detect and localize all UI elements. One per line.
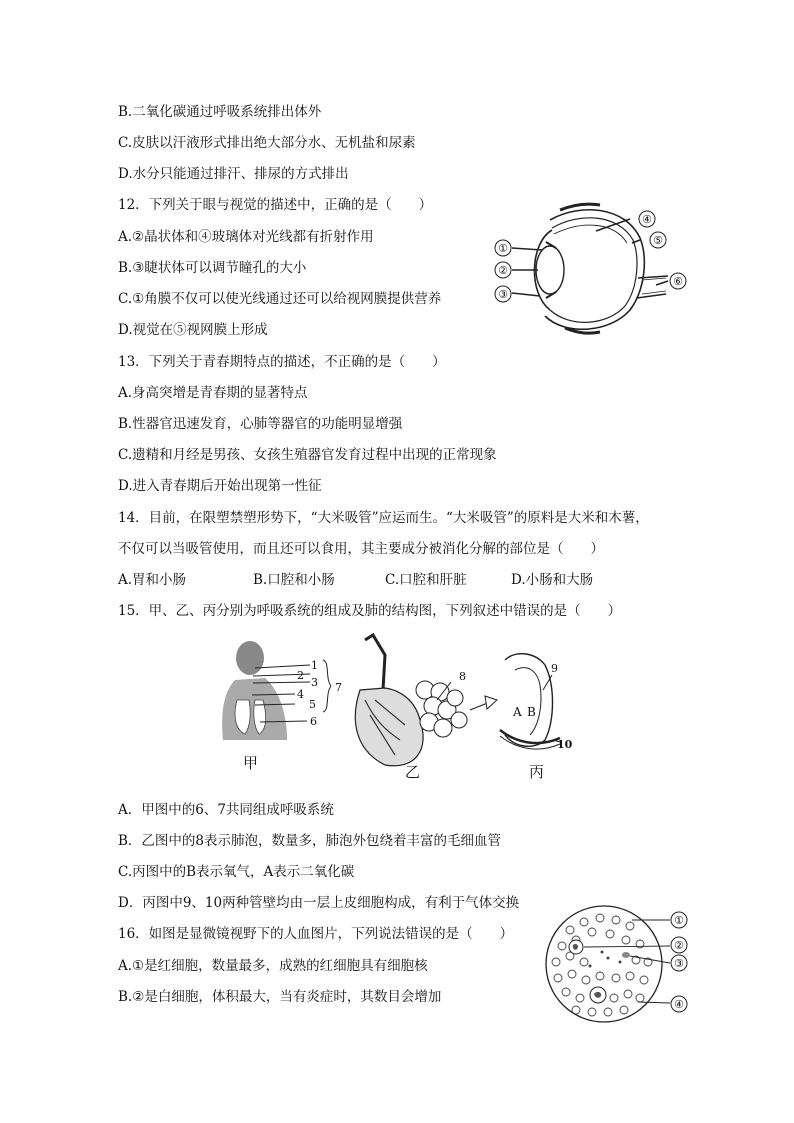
q12-option-b: B.③睫状体可以调节瞳孔的大小 [118,260,307,276]
svg-text:3: 3 [311,676,318,689]
blood-label-1: ① [674,914,684,927]
svg-text:5: 5 [309,698,316,711]
eye-label-6: ⑥ [673,275,683,288]
q13-option-a: A.身高突增是青春期的显著特点 [118,385,308,401]
svg-text:7: 7 [335,681,342,694]
eye-label-3: ③ [498,288,508,301]
svg-text:A: A [513,705,522,719]
question-16: 16．如图是显微镜视野下的人血图片，下列说法错误的是（ ） [118,926,514,942]
blood-label-3: ③ [674,957,684,970]
eye-label-2: ② [498,264,508,277]
svg-text:2: 2 [297,669,304,682]
svg-text:1: 1 [311,659,318,672]
label-yi: 乙 [405,763,421,781]
svg-text:4: 4 [297,688,304,701]
figure-bing [500,654,573,781]
figure-yi [355,635,497,781]
q13-option-b: B.性器官迅速发育，心肺等器官的功能明显增强 [118,416,403,432]
q15-option-b: B．乙图中的8表示肺泡，数量多，肺泡外包绕着丰富的毛细血管 [118,833,502,849]
blood-smear-diagram [540,900,700,1030]
svg-text:B: B [527,705,536,719]
svg-text:6: 6 [310,715,317,728]
label-bing: 丙 [529,763,545,781]
question-15: 15．甲、乙、丙分别为呼吸系统的组成及肺的结构图，下列叙述中错误的是（ ） [118,603,622,619]
option-line: B.二氧化碳通过呼吸系统排出体外 [118,104,322,120]
q14-option-b: B.口腔和小肠 [253,572,335,588]
q15-option-d: D．丙图中9、10两种管壁均由一层上皮细胞构成，有利于气体交换 [118,895,520,911]
eye-structure-diagram [490,198,700,340]
question-13: 13．下列关于青春期特点的描述，不正确的是（ ） [118,354,446,370]
question-14-cont: 不仅可以当吸管使用，而且还可以食用，其主要成分被消化分解的部位是（ ） [118,541,604,557]
eye-label-4: ④ [642,213,652,226]
eye-label-1: ① [498,242,508,255]
svg-text:8: 8 [459,670,466,683]
q13-option-d: D.进入青春期后开始出现第一性征 [118,478,322,494]
q13-option-c: C.遗精和月经是男孩、女孩生殖器官发育过程中出现的正常现象 [118,447,497,463]
blood-label-2: ② [674,939,684,952]
label-jia: 甲 [243,754,259,772]
respiratory-system-diagram [215,630,585,790]
q14-option-a: A.胃和小肠 [118,572,187,588]
blood-label-4: ④ [674,998,684,1011]
question-14: 14．目前，在限塑禁塑形势下，“大米吸管”应运而生。“大米吸管”的原料是大米和木薯， [118,510,649,526]
q15-option-c: C.丙图中的B表示氧气，A表示二氧化碳 [118,864,355,880]
q12-option-a: A.②晶状体和④玻璃体对光线都有折射作用 [118,229,374,245]
q12-option-d: D.视觉在⑤视网膜上形成 [118,322,268,338]
option-line: D.水分只能通过排汗、排尿的方式排出 [118,166,349,182]
q12-option-c: C.①角膜不仅可以使光线通过还可以给视网膜提供营养 [118,291,442,307]
svg-text:9: 9 [551,662,558,675]
q15-option-a: A．甲图中的6、7共同组成呼吸系统 [118,802,334,818]
option-line: C.皮肤以汗液形式排出绝大部分水、无机盐和尿素 [118,135,416,151]
q16-option-b: B.②是白细胞，体积最大，当有炎症时，其数目会增加 [118,989,442,1005]
svg-text:10: 10 [557,738,573,751]
q16-option-a: A.①是红细胞，数量最多，成熟的红细胞具有细胞核 [118,958,428,974]
eye-label-5: ⑤ [653,234,663,247]
q14-option-c: C.口腔和肝脏 [385,572,467,588]
figure-jia [222,641,342,772]
q14-option-d: D.小肠和大肠 [511,572,594,588]
question-12: 12．下列关于眼与视觉的描述中，正确的是（ ） [118,197,433,213]
